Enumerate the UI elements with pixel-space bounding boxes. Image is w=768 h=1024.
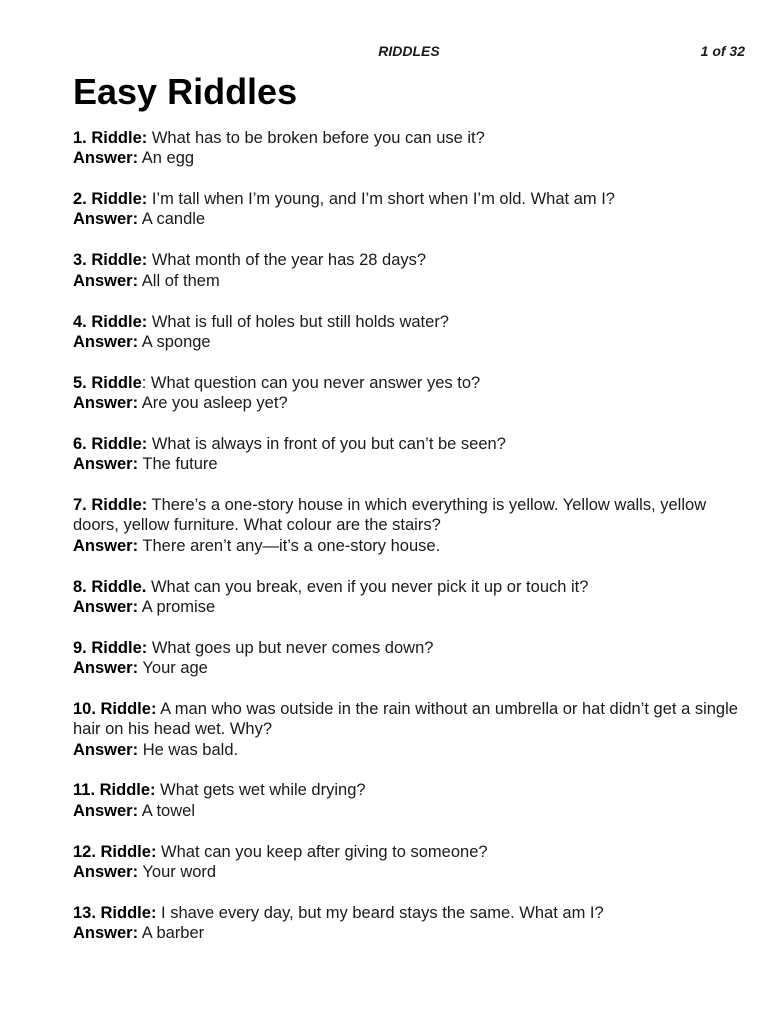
riddle-label: 13. Riddle:	[73, 903, 157, 922]
answer-label: Answer:	[73, 332, 139, 351]
riddle-answer	[73, 332, 749, 352]
answer-text: All of them	[138, 271, 220, 290]
answer-label: Answer:	[73, 597, 139, 616]
answer-text: Your word	[138, 862, 217, 881]
riddle-item	[73, 434, 749, 475]
riddle-question	[73, 638, 749, 658]
answer-text: There aren’t any—it’s a one-story house.	[138, 536, 441, 555]
riddle-answer	[73, 597, 749, 617]
riddle-item	[73, 842, 749, 883]
answer-label: Answer:	[73, 394, 139, 413]
riddle-question	[73, 842, 749, 862]
answer-text: A candle	[138, 210, 206, 229]
riddle-answer	[73, 801, 749, 821]
riddle-item	[73, 638, 749, 679]
riddle-label: 2. Riddle:	[73, 190, 148, 209]
riddle-text: What month of the year has 28 days?	[147, 251, 427, 270]
riddle-question	[73, 312, 749, 332]
answer-text: An egg	[138, 149, 195, 168]
riddle-text: What can you keep after giving to someone?	[156, 842, 488, 861]
answer-text: He was bald.	[138, 740, 239, 759]
answer-label: Answer:	[73, 659, 139, 678]
riddle-question	[73, 780, 749, 800]
riddle-label: 11. Riddle:	[73, 781, 156, 800]
answer-label: Answer:	[73, 801, 139, 820]
riddle-item	[73, 312, 749, 353]
answer-label: Answer:	[73, 149, 139, 168]
riddle-item	[73, 250, 749, 291]
answer-text: Are you asleep yet?	[138, 394, 288, 413]
riddle-text: What goes up but never comes down?	[147, 638, 434, 657]
riddle-text: What has to be broken before you can use it?	[147, 129, 485, 147]
riddle-answer	[73, 923, 749, 943]
riddle-answer	[73, 148, 749, 168]
riddle-question	[73, 373, 749, 393]
riddle-question	[73, 495, 749, 536]
riddle-item	[73, 577, 749, 618]
page-title: Easy Riddles	[73, 71, 298, 112]
answer-label: Answer:	[73, 740, 139, 759]
riddle-label: 4. Riddle:	[73, 312, 148, 331]
riddle-text: What is always in front of you but can’t be seen?	[147, 434, 506, 453]
riddle-question	[73, 128, 749, 148]
riddle-answer	[73, 862, 749, 882]
riddle-text: There’s a one-story house in which everything is yellow. Yellow walls, yellow doors, yellow furniture. What colour are the stairs?	[73, 496, 707, 535]
riddle-item	[73, 699, 749, 760]
answer-text: A towel	[138, 801, 195, 820]
riddle-answer	[73, 209, 749, 229]
riddle-question	[73, 577, 749, 597]
riddle-text: A man who was outside in the rain without an umbrella or hat didn’t get a single hair on his head wet. Why?	[73, 699, 738, 739]
riddle-item	[73, 495, 749, 556]
answer-text: A barber	[138, 924, 205, 943]
riddle-answer	[73, 658, 749, 678]
riddle-text: What gets wet while drying?	[155, 781, 366, 800]
riddle-question	[73, 434, 749, 454]
riddle-answer	[73, 393, 749, 413]
riddle-text: : What question can you never answer yes to?	[141, 373, 481, 392]
running-title: RIDDLES	[378, 43, 440, 59]
answer-text: Your age	[138, 659, 208, 678]
riddle-item	[73, 128, 749, 169]
riddle-item	[73, 373, 749, 414]
riddle-answer	[73, 271, 749, 291]
riddle-text: I shave every day, but my beard stays the same. What am I?	[156, 903, 604, 922]
riddle-label: 3. Riddle:	[73, 251, 148, 270]
riddle-label: 8. Riddle.	[73, 577, 147, 596]
riddle-item	[73, 903, 749, 944]
riddle-question	[73, 250, 749, 270]
riddle-label: 1. Riddle:	[73, 129, 148, 147]
riddle-item	[73, 780, 749, 821]
riddle-label: 12. Riddle:	[73, 842, 157, 861]
answer-label: Answer:	[73, 210, 139, 229]
riddle-question	[73, 699, 749, 740]
answer-label: Answer:	[73, 862, 139, 881]
riddle-list	[73, 128, 749, 964]
riddle-label: 7. Riddle:	[73, 496, 148, 515]
riddle-question	[73, 189, 749, 209]
riddle-text: What can you break, even if you never pick it up or touch it?	[146, 577, 589, 596]
riddle-text: I’m tall when I’m young, and I’m short when I’m old. What am I?	[147, 190, 615, 209]
answer-text: The future	[138, 455, 218, 474]
riddle-label: 6. Riddle:	[73, 434, 148, 453]
riddle-answer	[73, 536, 749, 556]
answer-label: Answer:	[73, 536, 139, 555]
riddle-item	[73, 189, 749, 230]
riddle-text: What is full of holes but still holds water?	[147, 312, 449, 331]
answer-text: A promise	[138, 597, 216, 616]
riddle-label: 5. Riddle	[73, 373, 142, 392]
answer-label: Answer:	[73, 271, 139, 290]
riddle-label: 9. Riddle:	[73, 638, 148, 657]
answer-label: Answer:	[73, 924, 139, 943]
riddle-answer	[73, 740, 749, 760]
answer-text: A sponge	[138, 332, 211, 351]
riddle-answer	[73, 454, 749, 474]
page-number: 1 of 32	[700, 43, 745, 59]
answer-label: Answer:	[73, 455, 139, 474]
riddle-label: 10. Riddle:	[73, 699, 157, 718]
running-header	[73, 43, 745, 61]
riddle-question	[73, 903, 749, 923]
